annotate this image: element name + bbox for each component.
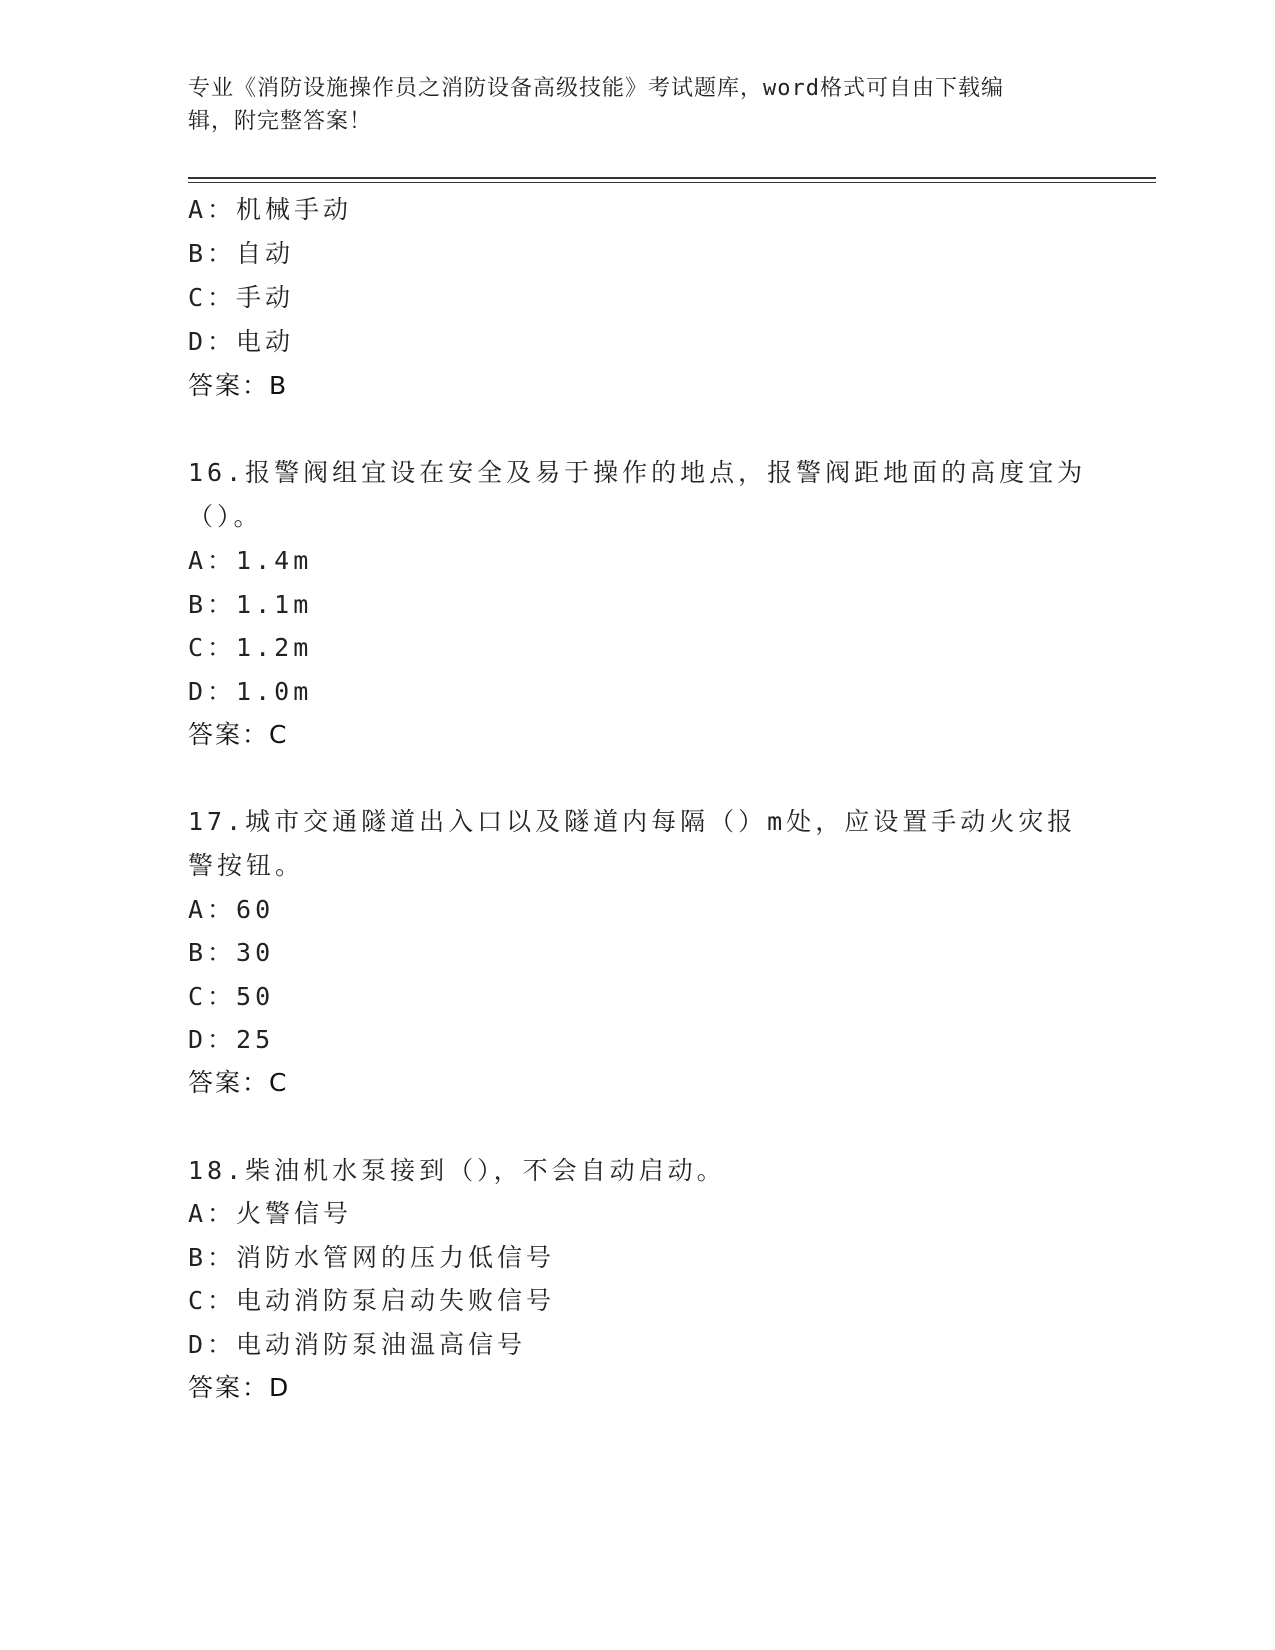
q16-stem-line-1: 16.报警阀组宜设在安全及易于操作的地点，报警阀距地面的高度宜为 — [188, 458, 1087, 487]
q15-option-b: B：自动 — [188, 239, 295, 268]
q18-option-d: D：电动消防泵油温高信号 — [188, 1330, 527, 1359]
q18-option-c: C：电动消防泵启动失败信号 — [188, 1286, 556, 1315]
header-line-1: 专业《消防设施操作员之消防设备高级技能》考试题库，word格式可自由下载编 — [188, 76, 1004, 101]
q18-answer: 答案：D — [188, 1373, 291, 1402]
q18-stem-line-1: 18.柴油机水泵接到（），不会自动启动。 — [188, 1156, 726, 1185]
q17-answer: 答案：C — [188, 1068, 289, 1097]
q17-option-a: A：60 — [188, 895, 275, 924]
document-header — [188, 72, 1088, 138]
header-line-2: 辑，附完整答案！ — [188, 109, 373, 134]
q16-option-b: B：1.1m — [188, 590, 313, 619]
q15-answer: 答案：B — [188, 371, 289, 400]
q17-stem-line-2: 警按钮。 — [188, 851, 305, 880]
q17-option-d: D：25 — [188, 1025, 275, 1054]
q15-option-c: C：手动 — [188, 283, 295, 312]
header-divider-thin — [188, 182, 1156, 183]
q16-stem-line-2: （）。 — [188, 502, 263, 531]
q15-option-d: D：电动 — [188, 327, 295, 356]
q17-option-b: B：30 — [188, 938, 275, 967]
q18-option-a: A：火警信号 — [188, 1199, 353, 1228]
q18-option-b: B：消防水管网的压力低信号 — [188, 1243, 556, 1272]
header-divider-thick — [188, 177, 1156, 179]
q17-option-c: C：50 — [188, 982, 275, 1011]
q16-answer: 答案：C — [188, 720, 289, 749]
q15-option-a: A：机械手动 — [188, 195, 353, 224]
q16-option-c: C：1.2m — [188, 633, 313, 662]
q17-stem-line-1: 17.城市交通隧道出入口以及隧道内每隔（）m处，应设置手动火灾报 — [188, 807, 1077, 836]
q16-option-d: D：1.0m — [188, 677, 313, 706]
q16-option-a: A：1.4m — [188, 546, 313, 575]
